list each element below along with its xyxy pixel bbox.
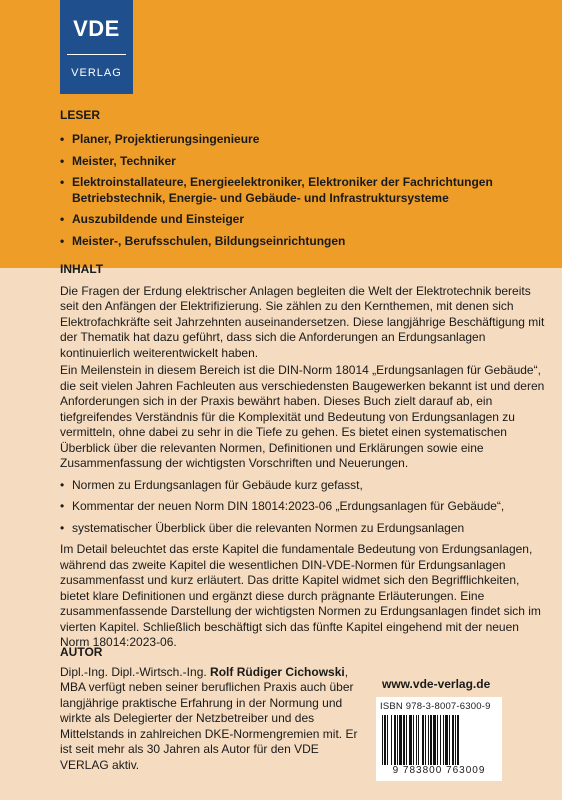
inhalt-heading: INHALT xyxy=(60,262,104,276)
inhalt-section xyxy=(60,262,546,653)
list-item: • Meister-, Berufsschulen, Bildungseinrichtungen xyxy=(60,234,540,250)
autor-bio xyxy=(60,665,370,774)
list-item: • systematischer Überblick über die relevanten Normen zu Erdungsanlagen xyxy=(60,521,546,537)
isbn-number: ISBN 978-3-8007-6300-9 xyxy=(380,701,491,712)
inhalt-paragraph-2: Ein Meilenstein in diesem Bereich ist die DIN-Norm 18014 „Erdungsanlagen für Gebäude“, die seit vielen Jahren Fachleuten aus verschiedensten Baugewerken bekannt ist und deren Anforderungen sich in der Praxis bewährt haben. Dieses Buch zielt darauf ab, ein tiefgreifendes Verständnis für die Komplexität und Bedeutung von Erdungsanlagen zu vermitteln, ohne dabei zu sehr in die Tiefe zu gehen. Es bietet einen systematischen Überblick über die relevanten Normen, Definitionen und Erklärungen sowie eine Zusammenfassung der wichtigsten Vorschriften und Neuerungen. xyxy=(60,363,545,470)
logo-divider xyxy=(67,54,126,55)
autor-prefix: Dipl.-Ing. Dipl.-Wirtsch.-Ing. xyxy=(60,664,211,679)
list-item: • Kommentar der neuen Norm DIN 18014:2023-06 „Erdungsanlagen für Gebäude“, xyxy=(60,499,546,515)
leser-list xyxy=(60,132,540,249)
list-item: • Elektroinstallateure, Energieelektroniker, Elektroniker der Fachrichtungen Betriebstechnik, Energie- und Gebäude- und Infrastruktursysteme xyxy=(60,175,540,206)
vde-verlag-logo xyxy=(60,0,133,94)
autor-section xyxy=(60,645,370,773)
leser-heading: LESER xyxy=(60,108,101,122)
logo-sub: VERLAG xyxy=(71,67,122,79)
isbn-barcode-box xyxy=(376,697,502,781)
barcode-number: 9 783800 763009 xyxy=(392,765,486,776)
barcode-icon xyxy=(380,715,498,765)
list-item: • Auszubildende und Einsteiger xyxy=(60,212,540,228)
list-item: • Planer, Projektierungsingenieure xyxy=(60,132,540,148)
website-url: www.vde-verlag.de xyxy=(382,677,491,691)
autor-heading: AUTOR xyxy=(60,645,103,659)
inhalt-bullets xyxy=(60,478,546,537)
autor-name: Rolf Rüdiger Cichowski xyxy=(210,664,345,679)
leser-section xyxy=(60,108,540,255)
logo-brand: VDE xyxy=(73,16,120,41)
autor-text: , MBA verfügt neben seiner beruflichen Praxis auch über langjährige praktische Erfahrung in der Normung und wirkte als Delegierter der Netzbetreiber und des Mittelstands in zahlreichen DKE-Normengremien mit. Er ist seit mehr als 30 Jahren als Autor für den VDE VERLAG aktiv. xyxy=(60,664,358,772)
list-item: • Meister, Techniker xyxy=(60,154,540,170)
list-item: • Normen zu Erdungsanlagen für Gebäude kurz gefasst, xyxy=(60,478,546,494)
inhalt-paragraph-1: Die Fragen der Erdung elektrischer Anlagen begleiten die Welt der Elektrotechnik bereits seit den Anfängen der Elektrifizierung. Sie zählen zu den Kernthemen, mit denen sich Elektrofachkräfte seit Jahrzehnten auseinandersetzen. Diese langjährige Beschäftigung mit der Thematik hat dazu geführt, dass sich die Anforderungen an Erdungsanlagen kontinuierlich weiterentwickelt haben. xyxy=(60,283,545,360)
inhalt-paragraph-3: Im Detail beleuchtet das erste Kapitel die fundamentale Bedeutung von Erdungsanlagen, während das zweite Kapitel die wesentlichen DIN-VDE-Normen für Erdungsanlagen zusammenfasst und kurz erläutert. Das dritte Kapitel widmet sich den Begrifflichkeiten, bietet klare Definitionen und ergänzt diese durch prägnante Erläuterungen. Eine zusammenfassende Darstellung der wichtigsten Normen zu Erdungsanlagen findet sich im vierten Kapitel. Schließlich beschäftigt sich das fünfte Kapitel eingehend mit der neuen Norm 18014:2023-06. xyxy=(60,542,541,649)
